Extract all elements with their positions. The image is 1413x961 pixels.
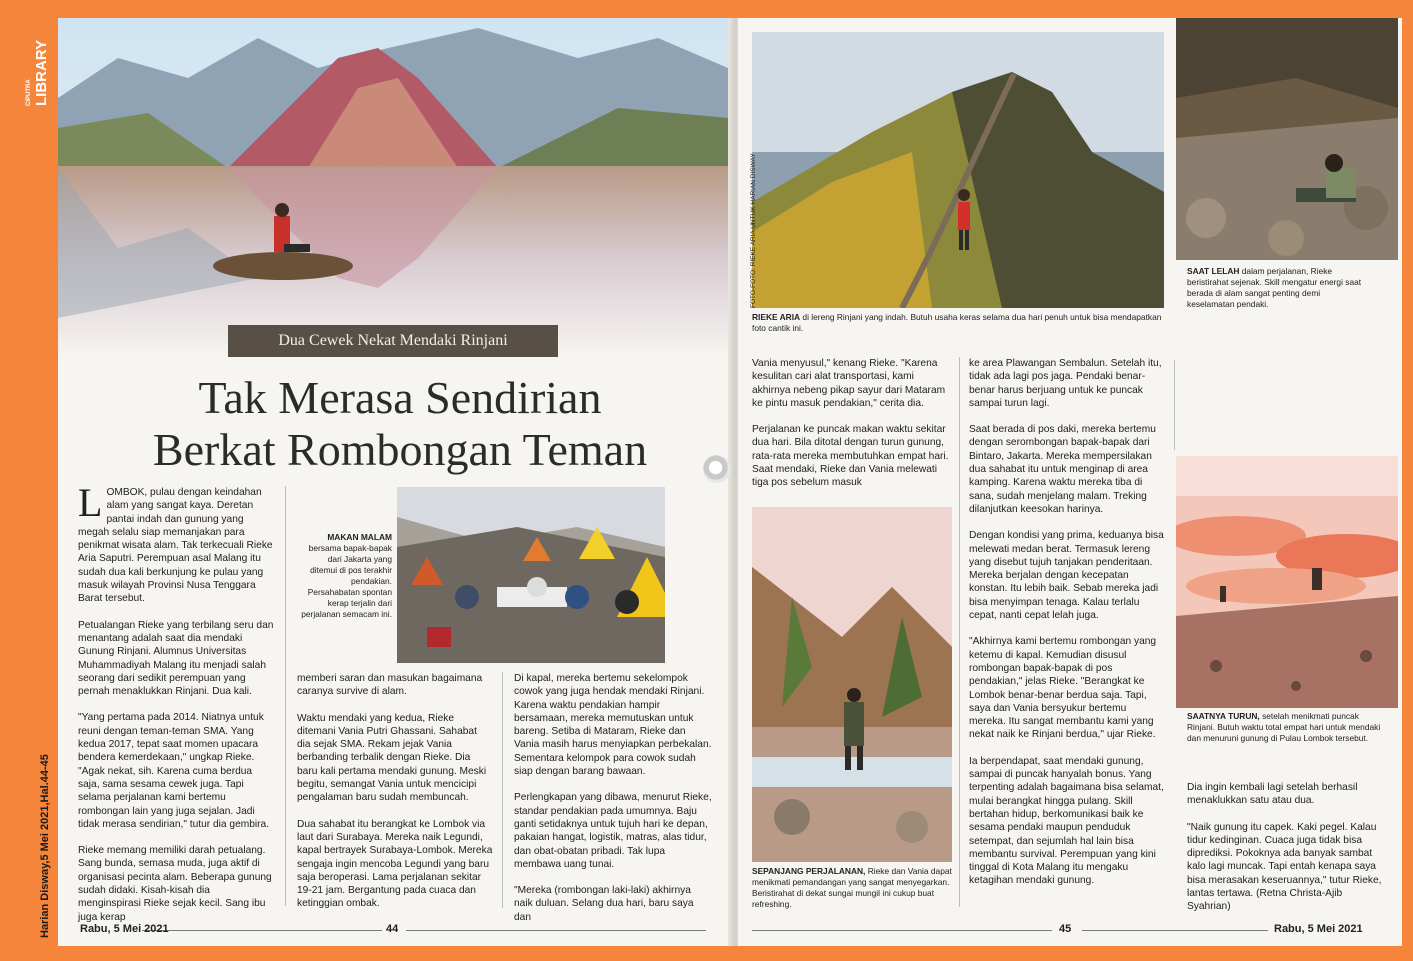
kicker-banner: Dua Cewek Nekat Mendaki Rinjani [228, 325, 558, 357]
hero-lake-photo [58, 18, 728, 358]
footer-rule [406, 930, 706, 931]
caption-saat-lelah: SAAT LELAH dalam perjalanan, Rieke beristirahat sejenak. Skill mengatur energi saat berada di alam sangat penting demi keselamatan pendaki. [1187, 266, 1362, 309]
column-rule [285, 486, 286, 906]
article-column-4: Vania menyusul," kenang Rieke. "Karena kesulitan cari alat transportasi, kami akhirnya nebeng pikap sayur dari Mataram ke pintu masuk pendakian," cerita dia. Perjalanan ke puncak makan waktu sekitar dua hari. Bila ditotal dengan turun gunung, rata-rata mereka membutuhkan empat hari. Saat mendaki, Rieke dan Vania melewati tiga pos sebelum masuk [752, 358, 949, 489]
headline-line-2: Berkat Rombongan Teman [152, 424, 648, 475]
ridge-photo [752, 32, 1164, 308]
dropcap: L [78, 480, 103, 525]
camp-dinner-photo [397, 487, 665, 663]
footer-date-right: Rabu, 5 Mei 2021 [1274, 923, 1363, 935]
article-column-2: memberi saran dan masukan bagaimana caranya survive di alam. Waktu mendaki yang kedua, Rieke ditemani Vania Putri Ghassani. Sahabat dia sejak SMA. Rekam jejak Vania berbanding terbalik dengan Rieke. Dia baru kali pertama mendaki gunung. Meski begitu, semangat Vania untuk mencicipi pengalaman baru sudah membuncah. Dua sahabat itu berangkat ke Lombok via laut dari Surabaya. Mereka naik Legundi, kapal bertrayek Surabaya-Lombok. Mereka sengaja ingin mencoba Legundi yang baru saja beroperasi. Lama perjalanan sekitar 19-21 jam. Bergantung pada cuaca dan ketinggian ombak. [297, 673, 493, 910]
page-number-44: 44 [386, 923, 399, 935]
river-trail-photo [752, 507, 952, 862]
caption-makan-malam: MAKAN MALAM bersama bapak-bapak dari Jakarta yang ditemui di pos terakhir pendakian. Persahabatan spontan kerap terjalin dari perjalanan semacam ini. [301, 532, 392, 619]
column-rule [1174, 360, 1175, 450]
article-column-3: Di kapal, mereka bertemu sekelompok cowok yang juga hendak mendaki Rinjani. Karena waktu pendakian hampir bersamaan, mereka memutuskan untuk bareng. Setiba di Mataram, Rieke dan Vania masih harus menyiapkan perbekalan. Sementara kelompok para cowok sudah siap dengan barang bawaan. Perlengkapan yang dibawa, menurut Rieke, standar pendakian pada umumnya. Baju ganti setidaknya untuk tujuh hari ke depan, pakaian hangat, logistik, matras, alas tidur, dan obat-obatan pribadi. Tak lupa membawa uang tunai. "Mereka (rombongan laki-laki) akhirnya naik duluan. Selang dua hari, baru saya dan [514, 673, 712, 923]
footer-rule [752, 930, 1052, 931]
caption-sepanjang-perjalanan: SEPANJANG PERJALANAN, Rieke dan Vania dapat menikmati pemandangan yang sangat menyegarkan. Beristirahat di dekat sungai mungil ini cukup buat refreshing. [752, 866, 952, 909]
library-stamp-logo [18, 20, 52, 108]
caption-rieke-aria: RIEKE ARIA di lereng Rinjani yang indah. Butuh usaha keras selama dua hari penuh untuk bisa mendapatkan foto cantik ini. [752, 312, 1162, 333]
resting-photo [1176, 18, 1398, 260]
headline [120, 372, 680, 476]
article-column-6: Dia ingin kembali lagi setelah berhasil menaklukkan satu atau dua. "Naik gunung itu capek. Kaki pegel. Kalau tidur kedinginan. Cuaca juga tidak bisa diprediksi. Pokoknya ada banyak sambat kalo lagi muncak. Tapi entah kenapa saya bisa merasakan keseruannya," tutur Rieke, lantas tertawa. (Retna Christa-Ajib Syahrian) [1187, 782, 1382, 913]
descent-photo [1176, 456, 1398, 708]
svg-text:LIBRARY: LIBRARY [33, 39, 50, 106]
page-number-45: 45 [1059, 923, 1072, 935]
headline-line-1: Tak Merasa Sendirian [198, 372, 602, 423]
column-rule [502, 672, 503, 908]
binder-clip [703, 455, 731, 483]
svg-text:CIPUTRA: CIPUTRA [26, 79, 32, 106]
photo-credit: FOTO-FOTO: RIEKE ARIA UNTUK HARIAN DISWAY [750, 153, 757, 308]
footer-rule [1082, 930, 1268, 931]
footer-date-left: Rabu, 5 Mei 2021 [80, 923, 169, 935]
caption-saatnya-turun: SAATNYA TURUN, setelah menikmati puncak Rinjani. Butuh waktu total empat hari untuk mendaki dan menuruni gunung di Pulau Lombok tersebut. [1187, 711, 1381, 743]
source-side-caption: Harian Disway,5 Mei 2021,Hal.44-45 [39, 754, 51, 938]
footer-rule [142, 930, 382, 931]
article-column-5: ke area Plawangan Sembalun. Setelah itu, tidak ada lagi pos jaga. Pendaki benar-benar harus berjuang untuk ke puncak sampai turun lagi. Saat berada di pos daki, mereka bertemu dengan serombongan bapak-bapak dari Bintaro, Jakarta. Mereka mempersilakan dua sahabat itu untuk menginap di area kamping. Karena waktu mereka tiba di sana, sudah menjelang malam. Treking dilanjutkan keesokan harinya. Dengan kondisi yang prima, keduanya bisa melewati medan berat. Termasuk lereng yang disebut tujuh tanjakan penderitaan. Mereka berjalan dengan kecepatan konstan. Itu lebih baik. Sebab mereka jadi bisa menyimpan tenaga. Kalau terlalu cepat, nanti cepat lelah juga. "Akhirnya kami bertemu rombongan yang ketemu di kapal. Kemudian disusul rombongan bapak-bapak di pos pendakian," jelas Rieke. "Berangkat ke Lombok benar-benar berdua saja. Tapi, saya dan Vania bersyukur bertemu mereka. Itu sangat membantu kami yang nekat naik ke Rinjani berdua," ujar Rieke. Ia berpendapat, saat mendaki gunung, sampai di puncak hanyalah bonus. Yang terpenting adalah bagaimana bisa selamat, mulai berangkat hingga pulang. Skill bertahan hidup, berkomunikasi baik ke sesama pendaki maupun penduduk setempat, dan sejumlah hal lain bisa membantu survival. Perempuan yang kini tinggal di Kota Malang itu mengaku ketagihan mendaki gunung. [969, 358, 1164, 887]
column-rule [959, 357, 960, 907]
article-column-1: LOMBOK, pulau dengan keindahan alam yang sangat kaya. Deretan pantai indah dan gunung yang megah selalu siap memanjakan para penikmat wisata alam. Tak terkecuali Rieke Aria Saputri. Perempuan asal Malang itu sudah dua kali berkunjung ke pulau yang masuk wilayah Provinsi Nusa Tenggara Barat tersebut. Petualangan Rieke yang terbilang seru dan menantang adalah saat dia mendaki Gunung Rinjani. Alumnus Universitas Muhammadiyah Malang itu menjadi salah seorang dari sedikit perempuan yang pernah menaklukkan Rinjani. Dua kali. "Yang pertama pada 2014. Niatnya untuk reuni dengan teman-teman SMA. Yang kedua 2017, tepat saat momen upacara bendera kemerdekaan," ungkap Rieke. "Agak nekat, sih. Karena cuma berdua saja, sama sesama cewek juga. Tapi selama perjalanan kami bertemu rombongan lain yang juga sejalan. Jadi tidak merasa sendirian," tutur dia gembira. Rieke memang memiliki darah petualang. Sang bunda, semasa muda, juga aktif di organisasi pecinta alam. Beberapa gunung sudah didaki. Kisah-kisah dia menginspirasi Rieke sejak kecil. Sang ibu juga kerap [78, 480, 274, 923]
